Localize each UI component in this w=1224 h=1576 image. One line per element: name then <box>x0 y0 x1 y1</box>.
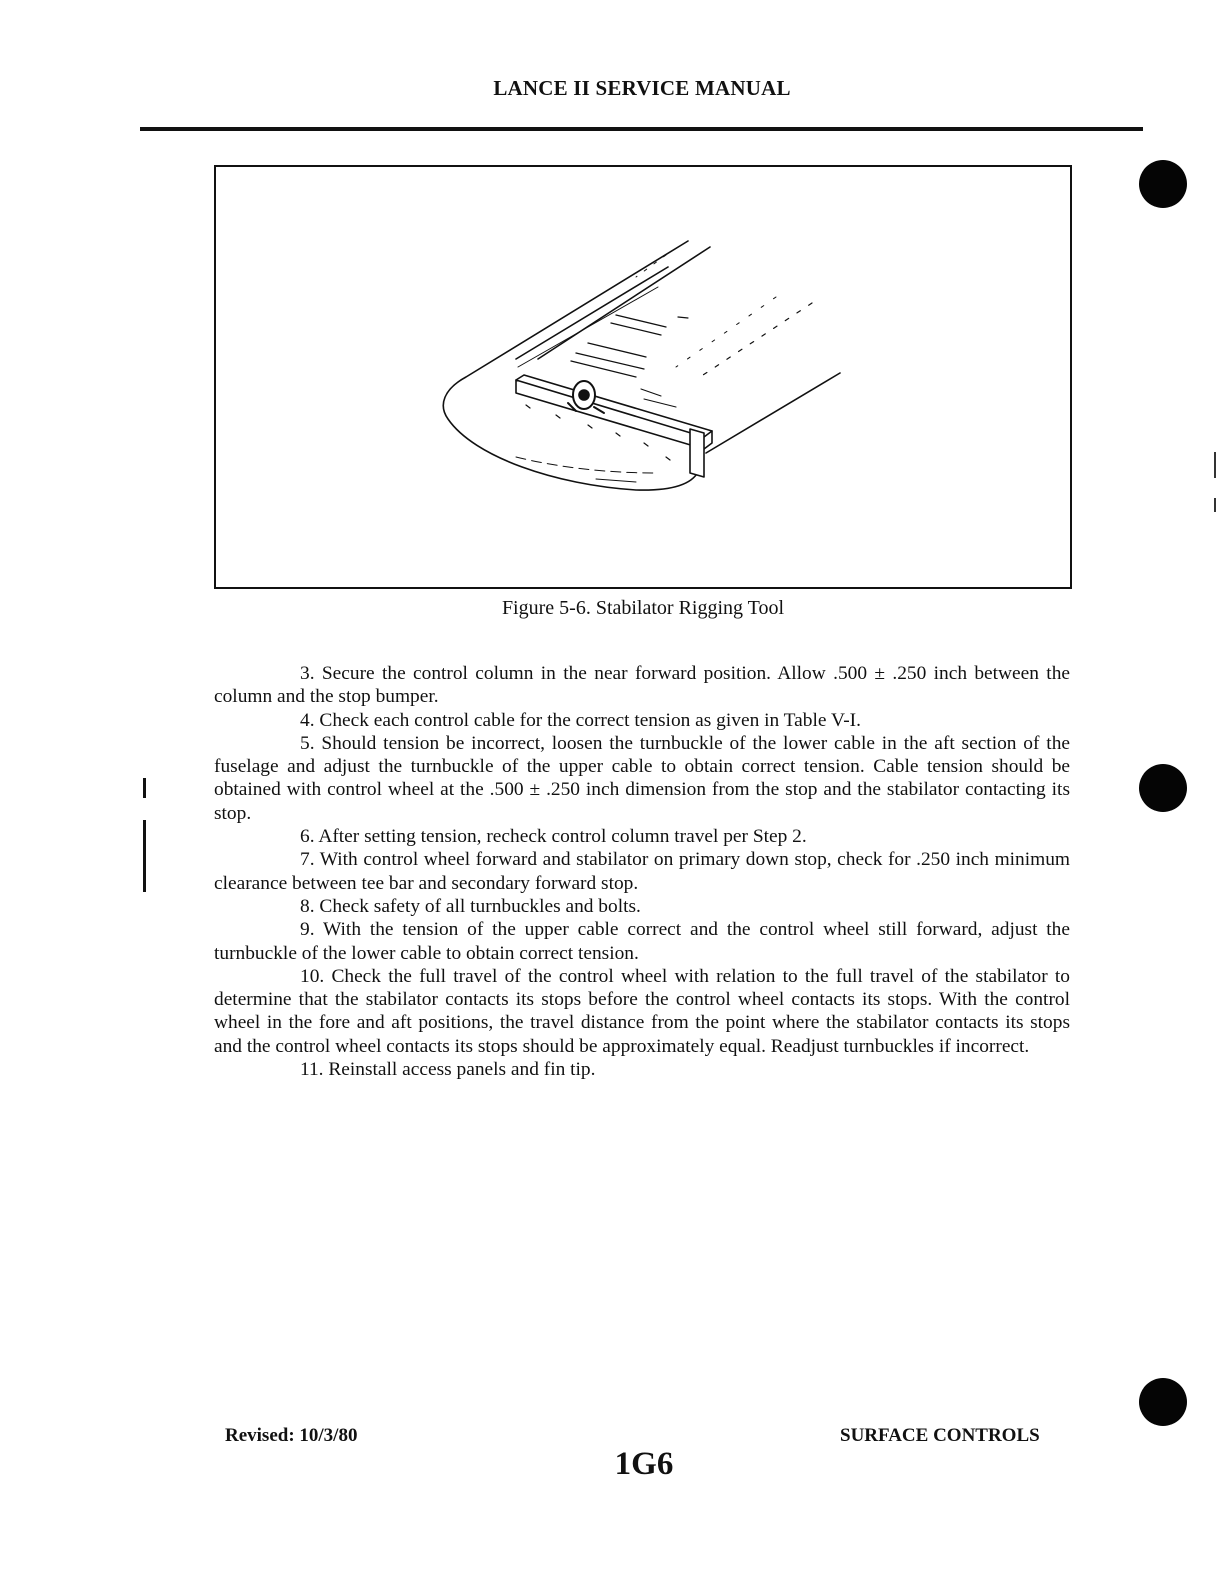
page-number: 1G6 <box>614 1446 674 1482</box>
procedure-steps <box>214 662 1070 1081</box>
step-4: 4. Check each control cable for the correct tension as given in Table V-I. <box>300 709 861 731</box>
revision-change-bar <box>143 820 146 892</box>
step-3: 3. Secure the control column in the near forward position. Allow .500 ± .250 inch between the column and the stop bumper. <box>214 663 1070 708</box>
binder-punch-hole <box>1139 160 1187 208</box>
scan-margin-mark <box>1214 498 1216 512</box>
header-rule <box>140 127 1143 131</box>
step-6: 6. After setting tension, recheck control column travel per Step 2. <box>300 826 807 848</box>
binder-punch-hole <box>1139 1378 1187 1426</box>
figure-frame <box>214 165 1072 589</box>
step-9: 9. With the tension of the upper cable correct and the control wheel still forward, adjust the turnbuckle of the lower cable to obtain correct tension. <box>214 919 1070 964</box>
stabilator-span-edge <box>706 373 840 453</box>
step-11: 11. Reinstall access panels and fin tip. <box>300 1059 596 1081</box>
binder-punch-hole <box>1139 764 1187 812</box>
rigging-tool-bar <box>516 380 704 449</box>
step-7: 7. With control wheel forward and stabilator on primary down stop, check for .250 inch minimum clearance between tee bar and secondary forward stop. <box>214 849 1070 894</box>
step-5: 5. Should tension be incorrect, loosen the turnbuckle of the lower cable in the aft section of the fuselage and adjust the turnbuckle of the upper cable to obtain correct tension. Cable tension should be obtained with control wheel at the .500 ± .250 inch dimension from the stop and the stabilator contacting its stop. <box>214 732 1070 824</box>
stabilator-trailing-edge <box>538 247 710 359</box>
stabilator-rigging-tool-illustration <box>216 167 1070 587</box>
footer-revised-date: Revised: 10/3/80 <box>225 1425 358 1446</box>
step-8: 8. Check safety of all turnbuckles and bolts. <box>300 895 641 917</box>
stabilator-tip-outline <box>443 241 698 490</box>
scan-margin-mark <box>1214 452 1216 478</box>
page-header-title: LANCE II SERVICE MANUAL <box>493 76 791 100</box>
footer-section-name: SURFACE CONTROLS <box>840 1425 1040 1446</box>
revision-change-bar <box>143 778 146 798</box>
figure-caption: Figure 5-6. Stabilator Rigging Tool <box>501 597 785 619</box>
step-10: 10. Check the full travel of the control wheel with relation to the full travel of the stabilator to determine that the stabilator contacts its stops before the control wheel contacts its stops. With the control wheel in the fore and aft positions, the travel distance from the point where the stabilator contacts its stops and the control wheel contacts its stops should be approximately equal. Readjust turnbuckles if incorrect. <box>214 965 1070 1057</box>
